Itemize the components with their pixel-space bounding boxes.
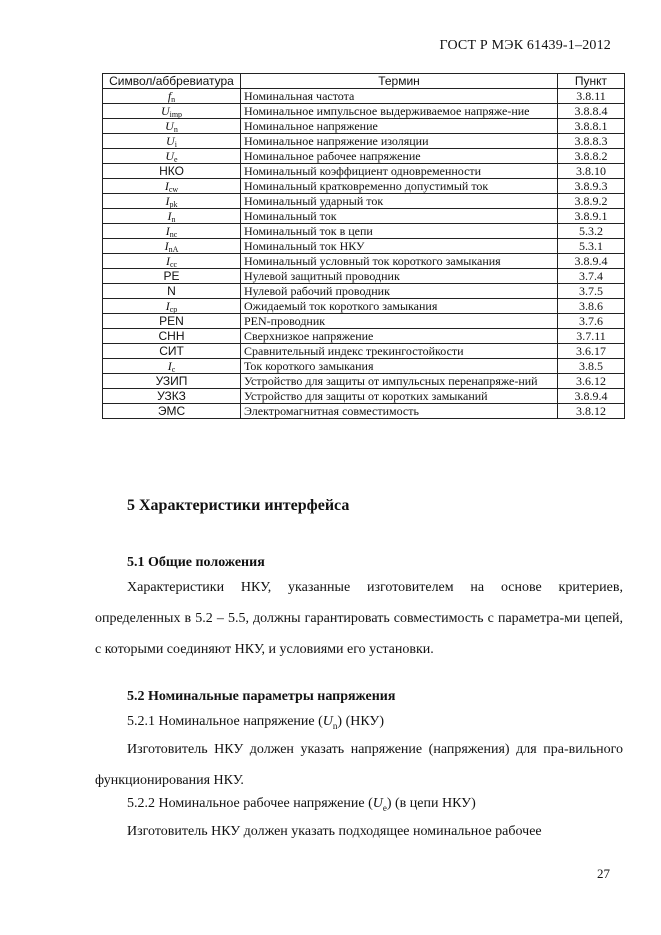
- row-symbol-main: I: [167, 359, 172, 373]
- row-ref: 3.8.8.1: [558, 119, 625, 134]
- clause-5-2-1-after: ) (НКУ): [337, 714, 384, 729]
- row-symbol-main: I: [165, 194, 170, 208]
- row-ref: 5.3.1: [558, 239, 625, 254]
- table-row: [103, 89, 625, 104]
- row-term: Номинальный ток в цепи: [241, 224, 558, 239]
- table-row: [103, 179, 625, 194]
- row-ref: 3.8.9.2: [558, 194, 625, 209]
- row-symbol-main: N: [167, 284, 176, 298]
- row-ref: 3.8.10: [558, 164, 625, 179]
- row-term: Ожидаемый ток короткого замыкания: [241, 299, 558, 314]
- row-symbol-subscript: n: [173, 125, 178, 134]
- row-symbol: [103, 209, 241, 224]
- row-term: Сравнительный индекс трекингостойкости: [241, 344, 558, 359]
- row-symbol-main: PE: [163, 269, 180, 283]
- row-symbol-subscript: i: [174, 140, 177, 149]
- table-row: [103, 254, 625, 269]
- row-term: Номинальное импульсное выдерживаемое напряже-ние: [241, 104, 558, 119]
- table-row: [103, 374, 625, 389]
- table-row: [103, 209, 625, 224]
- row-ref: 3.6.17: [558, 344, 625, 359]
- row-symbol-main: ЭМС: [157, 404, 186, 418]
- column-header-term: Термин: [241, 74, 558, 89]
- row-symbol: [103, 314, 241, 329]
- column-header-ref: Пункт: [558, 74, 625, 89]
- table-row: [103, 314, 625, 329]
- row-symbol: [103, 239, 241, 254]
- table-row: [103, 224, 625, 239]
- row-symbol: [103, 329, 241, 344]
- row-symbol-subscript: n: [171, 215, 176, 224]
- clause-5-2-2-symbol: U: [372, 796, 383, 811]
- row-symbol-main: U: [165, 119, 174, 133]
- row-ref: 3.8.9.4: [558, 389, 625, 404]
- row-symbol-subscript: cp: [169, 305, 178, 314]
- row-term: Номинальный коэффициент одновременности: [241, 164, 558, 179]
- table-row: [103, 404, 625, 419]
- row-term: Номинальное напряжение: [241, 119, 558, 134]
- table-row: [103, 134, 625, 149]
- row-term: Ток короткого замыкания: [241, 359, 558, 374]
- row-symbol-subscript: pk: [169, 200, 178, 209]
- table-row: [103, 194, 625, 209]
- abbreviations-table: [102, 73, 625, 419]
- table-row: [103, 389, 625, 404]
- subsection-title-5-2: 5.2 Номинальные параметры напряжения: [127, 689, 396, 704]
- row-symbol-main: I: [164, 239, 169, 253]
- row-term: Нулевой рабочий проводник: [241, 284, 558, 299]
- paragraph-5-2-2: Изготовитель НКУ должен указать подходящее номинальное рабочее: [127, 824, 542, 839]
- row-symbol-subscript: c: [171, 365, 176, 374]
- row-symbol: [103, 119, 241, 134]
- paragraph-5-2-1: Изготовитель НКУ должен указать напряжение (напряжения) для пра-вильного функционирования НКУ.: [95, 742, 623, 788]
- row-ref: 3.7.4: [558, 269, 625, 284]
- table-row: [103, 344, 625, 359]
- table-row: [103, 299, 625, 314]
- row-ref: 5.3.2: [558, 224, 625, 239]
- row-ref: 3.8.6: [558, 299, 625, 314]
- table-row: [103, 104, 625, 119]
- row-symbol-subscript: nA: [168, 245, 179, 254]
- row-symbol-main: I: [165, 224, 170, 238]
- row-symbol: [103, 269, 241, 284]
- row-symbol-main: I: [165, 254, 170, 268]
- row-ref: 3.8.11: [558, 89, 625, 104]
- paragraph-5-1: Характеристики НКУ, указанные изготовителем на основе критериев, определенных в 5.2 – 5.5, должны гарантировать совместимость с параметра-ми цепей, с которыми соединяют НКУ, и условиями его установки.: [95, 580, 623, 657]
- row-symbol-main: U: [165, 149, 175, 163]
- clause-5-2-1: [127, 714, 384, 731]
- row-term: Номинальный ток: [241, 209, 558, 224]
- row-term: PEN-проводник: [241, 314, 558, 329]
- row-symbol-subscript: n: [171, 95, 176, 104]
- row-symbol-main: УЗКЗ: [157, 389, 186, 403]
- row-ref: 3.8.8.3: [558, 134, 625, 149]
- clause-5-2-1-subscript: n: [332, 720, 338, 731]
- column-header-symbol: Символ/аббревиатура: [103, 74, 241, 89]
- row-term: Сверхнизкое напряжение: [241, 329, 558, 344]
- table-row: [103, 269, 625, 284]
- row-symbol-main: СИТ: [159, 344, 184, 358]
- row-term: Электромагнитная совместимость: [241, 404, 558, 419]
- row-ref: 3.8.12: [558, 404, 625, 419]
- row-ref: 3.8.8.2: [558, 149, 625, 164]
- row-symbol: [103, 89, 241, 104]
- row-ref: 3.7.11: [558, 329, 625, 344]
- clause-5-2-2-before: 5.2.2 Номинальное рабочее напряжение (: [127, 796, 373, 811]
- row-symbol: [103, 299, 241, 314]
- row-symbol: [103, 164, 241, 179]
- row-symbol-main: СНН: [158, 329, 185, 343]
- row-symbol-main: УЗИП: [155, 374, 188, 388]
- table-row: [103, 239, 625, 254]
- row-symbol-main: U: [166, 134, 175, 148]
- row-symbol: [103, 134, 241, 149]
- clause-5-2-2-subscript: e: [382, 802, 387, 813]
- row-symbol-main: НКО: [159, 164, 184, 178]
- row-symbol-main: PEN: [159, 314, 184, 328]
- row-symbol: [103, 179, 241, 194]
- row-term: Номинальный условный ток короткого замыкания: [241, 254, 558, 269]
- row-term: Номинальное рабочее напряжение: [241, 149, 558, 164]
- subsection-title-5-1: 5.1 Общие положения: [127, 555, 265, 570]
- row-ref: 3.8.9.3: [558, 179, 625, 194]
- row-ref: 3.7.6: [558, 314, 625, 329]
- row-symbol: [103, 224, 241, 239]
- row-symbol-main: I: [167, 209, 172, 223]
- row-symbol-subscript: e: [174, 155, 178, 164]
- row-term: Номинальный ударный ток: [241, 194, 558, 209]
- clause-5-2-1-before: 5.2.1 Номинальное напряжение (: [127, 714, 323, 729]
- clause-5-2-2-after: ) (в цепи НКУ): [386, 796, 476, 811]
- row-symbol: [103, 254, 241, 269]
- row-symbol-main: I: [164, 179, 169, 193]
- row-ref: 3.8.9.4: [558, 254, 625, 269]
- row-symbol: [103, 284, 241, 299]
- row-ref: 3.6.12: [558, 374, 625, 389]
- clause-5-2-2: [127, 796, 476, 813]
- row-term: Номинальная частота: [241, 89, 558, 104]
- table-row: [103, 119, 625, 134]
- row-symbol: [103, 374, 241, 389]
- document-code: ГОСТ Р МЭК 61439-1–2012: [439, 38, 611, 53]
- row-symbol-main: I: [165, 299, 170, 313]
- row-symbol-main: f: [167, 89, 172, 103]
- row-term: Номинальный кратковременно допустимый ток: [241, 179, 558, 194]
- clause-5-2-1-symbol: U: [322, 714, 333, 729]
- row-ref: 3.8.9.1: [558, 209, 625, 224]
- row-symbol-subscript: cc: [169, 260, 178, 269]
- row-symbol: [103, 389, 241, 404]
- row-symbol: [103, 344, 241, 359]
- table-row: [103, 359, 625, 374]
- row-term: Номинальный ток НКУ: [241, 239, 558, 254]
- table-row: [103, 149, 625, 164]
- row-term: Устройство для защиты от коротких замыканий: [241, 389, 558, 404]
- row-symbol: [103, 359, 241, 374]
- row-ref: 3.8.5: [558, 359, 625, 374]
- table-row: [103, 329, 625, 344]
- row-symbol: [103, 104, 241, 119]
- page-number: 27: [597, 866, 610, 881]
- row-symbol-subscript: imp: [169, 110, 183, 119]
- table-header-row: [103, 74, 625, 89]
- section-title: 5 Характеристики интерфейса: [127, 497, 350, 514]
- row-term: Нулевой защитный проводник: [241, 269, 558, 284]
- row-term: Устройство для защиты от импульсных перенапряже-ний: [241, 374, 558, 389]
- row-ref: 3.7.5: [558, 284, 625, 299]
- table-body: [103, 89, 625, 419]
- row-term: Номинальное напряжение изоляции: [241, 134, 558, 149]
- row-symbol-main: U: [160, 104, 170, 118]
- row-symbol: [103, 404, 241, 419]
- row-ref: 3.8.8.4: [558, 104, 625, 119]
- row-symbol: [103, 149, 241, 164]
- table-row: [103, 284, 625, 299]
- row-symbol-subscript: cw: [168, 185, 179, 194]
- table-row: [103, 164, 625, 179]
- row-symbol: [103, 194, 241, 209]
- row-symbol-subscript: nc: [169, 230, 178, 239]
